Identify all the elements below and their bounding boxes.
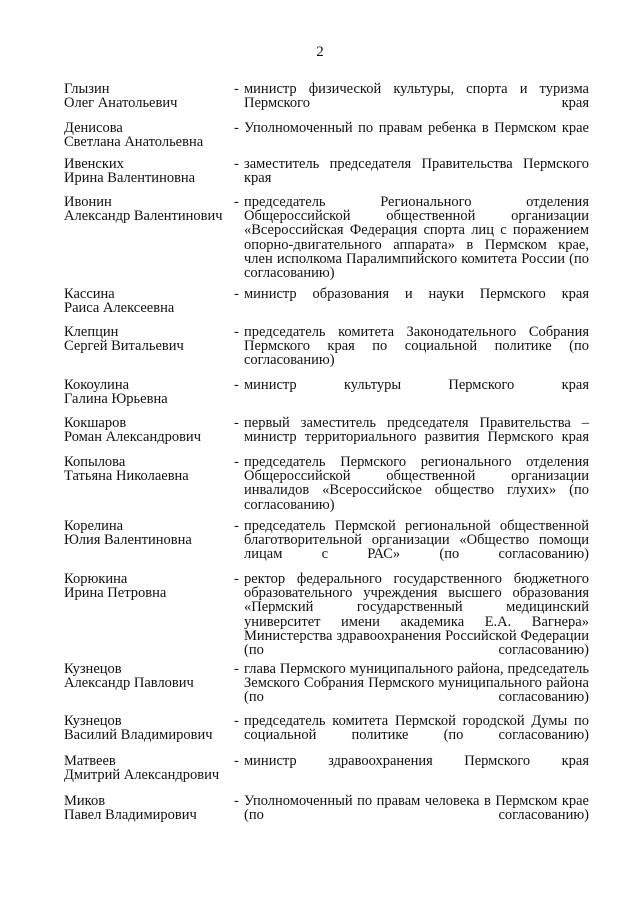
role-dash: -	[234, 377, 239, 393]
member-role	[234, 794, 589, 837]
member-name	[64, 794, 234, 822]
role-dash: -	[234, 415, 239, 431]
member-surname: Корелина	[64, 518, 124, 534]
role-text: глава Пермского муниципального района, председатель Земского Собрания Пермского муниципального района (по согласованию)	[244, 661, 589, 706]
role-text: председатель Пермского регионального отделения Общероссийской общественной организации инвалидов «Всероссийское общество глухих» (по согласованию)	[244, 454, 589, 513]
member-given-name: Павел Владимирович	[64, 807, 197, 823]
member-role	[234, 325, 589, 382]
role-text: министр физической культуры, спорта и туризма Пермского края	[244, 81, 589, 112]
role-text: председатель комитета Законодательного Собрания Пермского края по социальной политике (по согласованию)	[244, 324, 589, 369]
member-name	[64, 121, 234, 149]
role-text: председатель комитета Пермской городской Думы по социальной политике (по согласованию)	[244, 713, 589, 744]
role-text: Уполномоченный по правам человека в Пермском крае (по согласованию)	[244, 793, 589, 824]
member-name	[64, 714, 234, 742]
role-dash: -	[234, 81, 239, 97]
member-surname: Кузнецов	[64, 661, 122, 677]
role-dash: -	[234, 286, 239, 302]
member-name	[64, 82, 234, 110]
member-given-name: Галина Юрьевна	[64, 391, 168, 407]
member-name	[64, 572, 234, 600]
member-surname: Кассина	[64, 286, 115, 302]
role-dash: -	[234, 324, 239, 340]
member-surname: Матвеев	[64, 753, 116, 769]
role-text: министр образования и науки Пермского края	[244, 286, 589, 302]
role-dash: -	[234, 571, 239, 587]
role-text: министр культуры Пермского края	[244, 377, 589, 393]
member-name	[64, 455, 234, 483]
member-role	[234, 455, 589, 526]
role-dash: -	[234, 661, 239, 677]
member-name	[64, 378, 234, 406]
member-role	[234, 714, 589, 757]
member-surname: Клепцин	[64, 324, 119, 340]
member-name	[64, 519, 234, 547]
role-dash: -	[234, 518, 239, 534]
role-dash: -	[234, 454, 239, 470]
role-text: ректор федерального государственного бюджетного образовательного учреждения высшего образования «Пермский государственный медицинский университет имени академика Е.А. Вагнера» Министерства здравоохранения Российской Федерации (по согласованию)	[244, 571, 589, 659]
role-text: первый заместитель председателя Правительства – министр территориального развития Пермского края	[244, 415, 589, 446]
role-text: министр здравоохранения Пермского края	[244, 753, 589, 769]
member-given-name: Александр Павлович	[64, 675, 194, 691]
member-given-name: Ирина Валентиновна	[64, 170, 196, 186]
member-role	[234, 195, 589, 294]
member-role	[234, 416, 589, 459]
member-given-name: Татьяна Николаевна	[64, 468, 189, 484]
role-dash: -	[234, 156, 239, 172]
member-name	[64, 195, 234, 223]
role-dash: -	[234, 194, 239, 210]
member-surname: Кузнецов	[64, 713, 122, 729]
member-role	[234, 82, 589, 125]
member-given-name: Роман Александрович	[64, 429, 201, 445]
member-surname: Глызин	[64, 81, 110, 97]
member-surname: Копылова	[64, 454, 126, 470]
member-surname: Корюкина	[64, 571, 128, 587]
member-given-name: Дмитрий Александрович	[64, 767, 220, 783]
member-role	[234, 378, 589, 406]
member-role	[234, 662, 589, 719]
page-number: 2	[316, 44, 324, 60]
role-text: председатель Пермской региональной общественной благотворительной организации «Общество помощи лицам с РАС» (по согласованию)	[244, 518, 589, 563]
member-given-name: Василий Владимирович	[64, 727, 213, 743]
member-given-name: Светлана Анатольевна	[64, 134, 204, 150]
member-role	[234, 519, 589, 576]
role-dash: -	[234, 793, 239, 809]
member-role	[234, 287, 589, 315]
role-dash: -	[234, 120, 239, 136]
role-text: заместитель председателя Правительства Пермского края	[244, 156, 589, 187]
member-given-name: Юлия Валентиновна	[64, 532, 192, 548]
member-given-name: Раиса Алексеевна	[64, 300, 175, 316]
member-name	[64, 287, 234, 315]
member-given-name: Ирина Петровна	[64, 585, 167, 601]
role-text: председатель Регионального отделения Общероссийской общественной организации «Всероссийская Федерация спорта лиц с поражением опорно-двигательного аппарата» в Пермском крае, член исполкома Паралимпийского комитета России (по согласованию)	[244, 194, 589, 282]
member-surname: Ивонин	[64, 194, 112, 210]
member-given-name: Александр Валентинович	[64, 208, 223, 224]
role-dash: -	[234, 753, 239, 769]
member-given-name: Олег Анатольевич	[64, 95, 178, 111]
member-name	[64, 416, 234, 444]
role-text: Уполномоченный по правам ребенка в Пермском крае	[244, 120, 589, 136]
member-given-name: Сергей Витальевич	[64, 338, 184, 354]
member-surname: Кокшаров	[64, 415, 127, 431]
member-surname: Миков	[64, 793, 106, 809]
member-role	[234, 121, 589, 149]
member-surname: Кокоулина	[64, 377, 130, 393]
member-surname: Денисова	[64, 120, 123, 136]
member-name	[64, 157, 234, 185]
member-surname: Ивенских	[64, 156, 124, 172]
member-name	[64, 754, 234, 782]
member-role	[234, 754, 589, 782]
member-name	[64, 325, 234, 353]
role-dash: -	[234, 713, 239, 729]
member-role	[234, 572, 589, 671]
member-name	[64, 662, 234, 690]
